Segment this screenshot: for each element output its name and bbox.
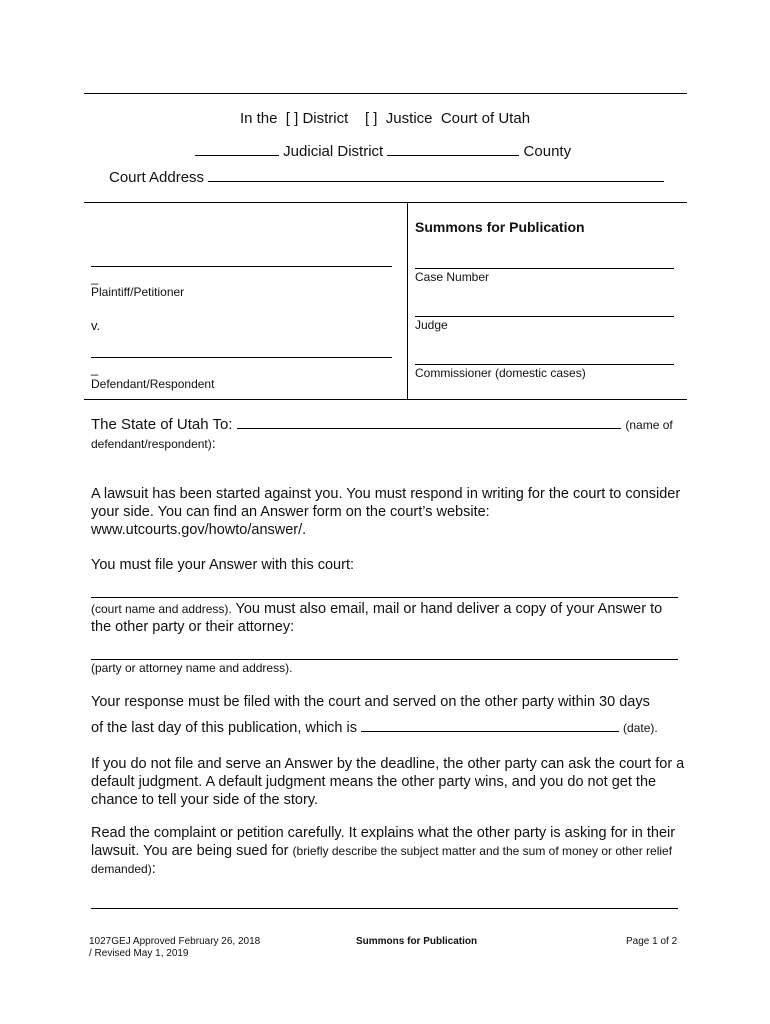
defendant-note-colon: :: [211, 435, 216, 451]
court-address-label: Court Address: [109, 169, 205, 186]
document-title: Summons for Publication: [415, 219, 585, 235]
default-judgment-paragraph: If you do not file and serve an Answer by the deadline, the other party can ask the court for a default judgment. A default judgment means the other party wins, and you do not get the chance to tell your side of the story.: [91, 756, 685, 808]
file-answer-paragraph: You must file your Answer with this court:: [91, 557, 354, 573]
versus-label: v.: [91, 318, 101, 333]
party-note: (party or attorney name and address).: [91, 661, 293, 675]
defendant-blank[interactable]: [91, 357, 392, 358]
serve-copy-text: You must also email, mail or hand deliver a copy of your Answer to the other party or their attorney:: [91, 601, 663, 635]
sued-for-blank[interactable]: [91, 908, 678, 909]
date-note: (date).: [623, 721, 658, 735]
read-complaint-paragraph: [91, 824, 686, 878]
commissioner-label: Commissioner (domestic cases): [415, 366, 586, 380]
sued-for-colon: :: [151, 861, 156, 877]
page-number: Page 1 of 2: [626, 936, 678, 947]
defendant-note: defendant/respondent): [91, 437, 212, 451]
response-deadline-line2: [91, 719, 686, 737]
caption-bottom-rule: [84, 399, 687, 400]
court-address-line: [109, 169, 664, 186]
plaintiff-blank[interactable]: [91, 266, 392, 267]
county-label: County: [523, 143, 572, 160]
state-to-label: The State of Utah To:: [91, 416, 233, 433]
judicial-district-blank[interactable]: [195, 155, 279, 156]
footer-title: Summons for Publication: [356, 936, 478, 947]
case-number-label: Case Number: [415, 270, 490, 284]
defendant-name-blank[interactable]: [237, 428, 621, 429]
serve-copy-paragraph: [91, 600, 686, 636]
court-address-blank[interactable]: [208, 181, 664, 182]
top-rule: [84, 93, 687, 94]
lawsuit-paragraph: A lawsuit has been started against you. You must respond in writing for the court to consider your side. You can find an Answer form on the court’s website: www.utcourts.gov/howto/answer/.: [91, 486, 681, 538]
defendant-label: Defendant/Respondent: [91, 377, 215, 391]
caption-top-rule: [84, 202, 687, 203]
read-complaint-text: Read the complaint or petition carefully. It explains what the other party is asking for in their lawsuit. You are being sued for: [91, 825, 676, 859]
court-name-blank[interactable]: [91, 597, 678, 598]
publication-date-blank[interactable]: [361, 731, 619, 732]
form-id-line2: / Revised May 1, 2019: [89, 948, 189, 959]
form-id-line1: 1027GEJ Approved February 26, 2018: [89, 936, 261, 947]
case-number-blank[interactable]: [415, 268, 674, 269]
state-to-line: [91, 416, 673, 434]
publication-text: of the last day of this publication, which is: [91, 720, 357, 736]
plaintiff-underscore: _: [91, 270, 99, 285]
county-blank[interactable]: [387, 155, 519, 156]
judicial-district-label: Judicial District: [283, 143, 384, 160]
judicial-district-line: [195, 143, 571, 160]
sued-for-note: (briefly describe the subject matter and the sum of money or other relief demanded): [91, 844, 673, 876]
commissioner-blank[interactable]: [415, 364, 674, 365]
court-line: In the [ ] District [ ] Justice Court of Utah: [239, 110, 531, 127]
party-name-blank[interactable]: [91, 659, 678, 660]
defendant-underscore: _: [91, 361, 99, 376]
name-of-note: (name of: [625, 418, 673, 432]
court-name-note: (court name and address).: [91, 602, 232, 616]
judge-label: Judge: [415, 318, 448, 332]
defendant-note-line: [91, 435, 216, 451]
caption-divider: [407, 202, 408, 399]
response-deadline-line1: Your response must be filed with the court and served on the other party within 30 days: [91, 694, 650, 710]
judge-blank[interactable]: [415, 316, 674, 317]
plaintiff-label: Plaintiff/Petitioner: [91, 285, 185, 299]
